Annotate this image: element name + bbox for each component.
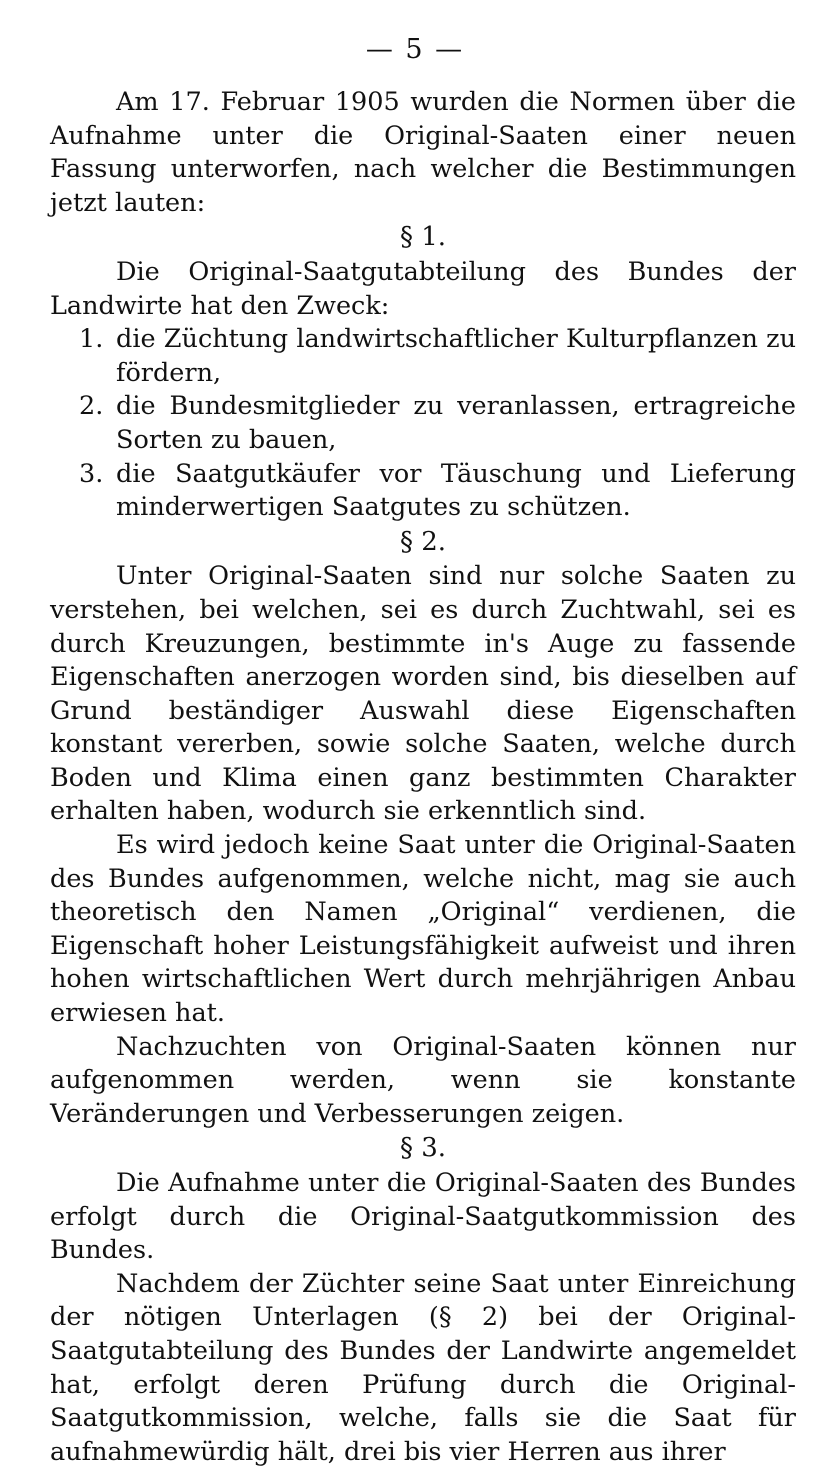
list-item-text: die Saatgutkäufer vor Täuschung und Lieferung minderwertigen Saatgutes zu schützen. [116,458,796,523]
list-item-number: 2. [79,391,104,422]
purpose-list [50,323,796,525]
list-item [50,323,796,390]
list-item [50,458,796,525]
section-heading-2: § 2. [399,526,447,557]
list-item [50,390,796,457]
section-3-paragraph: Nachdem der Züchter seine Saat unter Einreichung der nötigen Unterlagen (§ 2) bei der Original-Saatgutabteilung des Bundes der Landwirte angemeldet hat, erfolgt deren Prüfung durch die Original-Saatgutkommission, welche, falls sie die Saat für aufnahmewürdig hält, drei bis vier Herren aus ihrer [50,1268,796,1467]
list-item-text: die Züchtung landwirtschaftlicher Kulturpflanzen zu fördern, [116,324,796,388]
page-body [50,86,796,1469]
section-2-paragraph: Unter Original-Saaten sind nur solche Saaten zu verstehen, bei welchen, sei es durch Zuchtwahl, sei es durch Kreuzungen, bestimmte in's Auge zu fassende Eigenschaften anerzogen worden sind, bis dieselben auf Grund beständiger Auswahl diese Eigenschaften konstant vererben, sowie solche Saaten, welche durch Boden und Klima einen ganz bestimmten Charakter erhalten haben, wodurch sie erkenntlich sind. [50,561,796,827]
intro-paragraph: Am 17. Februar 1905 wurden die Normen über die Aufnahme unter die Original-Saaten einer neuen Fassung unterworfen, nach welcher die Bestimmungen jetzt lauten: [50,87,796,218]
section-heading-1: § 1. [399,222,447,253]
section-3-paragraph: Die Aufnahme unter die Original-Saaten des Bundes erfolgt durch die Original-Saatgutkommission des Bundes. [50,1168,796,1266]
section-1-lead: Die Original-Saatgutabteilung des Bundes der Landwirte hat den Zweck: [50,256,796,321]
section-2-paragraph: Nachzuchten von Original-Saaten können nur aufgenommen werden, wenn sie konstante Veränderungen und Verbesserungen zeigen. [50,1031,796,1129]
list-item-number: 3. [79,458,104,489]
section-2-paragraph: Es wird jedoch keine Saat unter die Original-Saaten des Bundes aufgenommen, welche nicht, mag sie auch theoretisch den Namen „Original“ verdienen, die Eigenschaft hoher Leistungsfähigkeit aufweist und ihren hohen wirtschaftlichen Wert durch mehrjährigen Anbau erwiesen hat. [50,830,796,1029]
section-heading-3: § 3. [399,1133,447,1164]
page-number: — 5 — [365,34,465,65]
list-item-number: 1. [79,324,104,355]
list-item-text: die Bundesmitglieder zu veranlassen, ertragreiche Sorten zu bauen, [116,391,796,455]
